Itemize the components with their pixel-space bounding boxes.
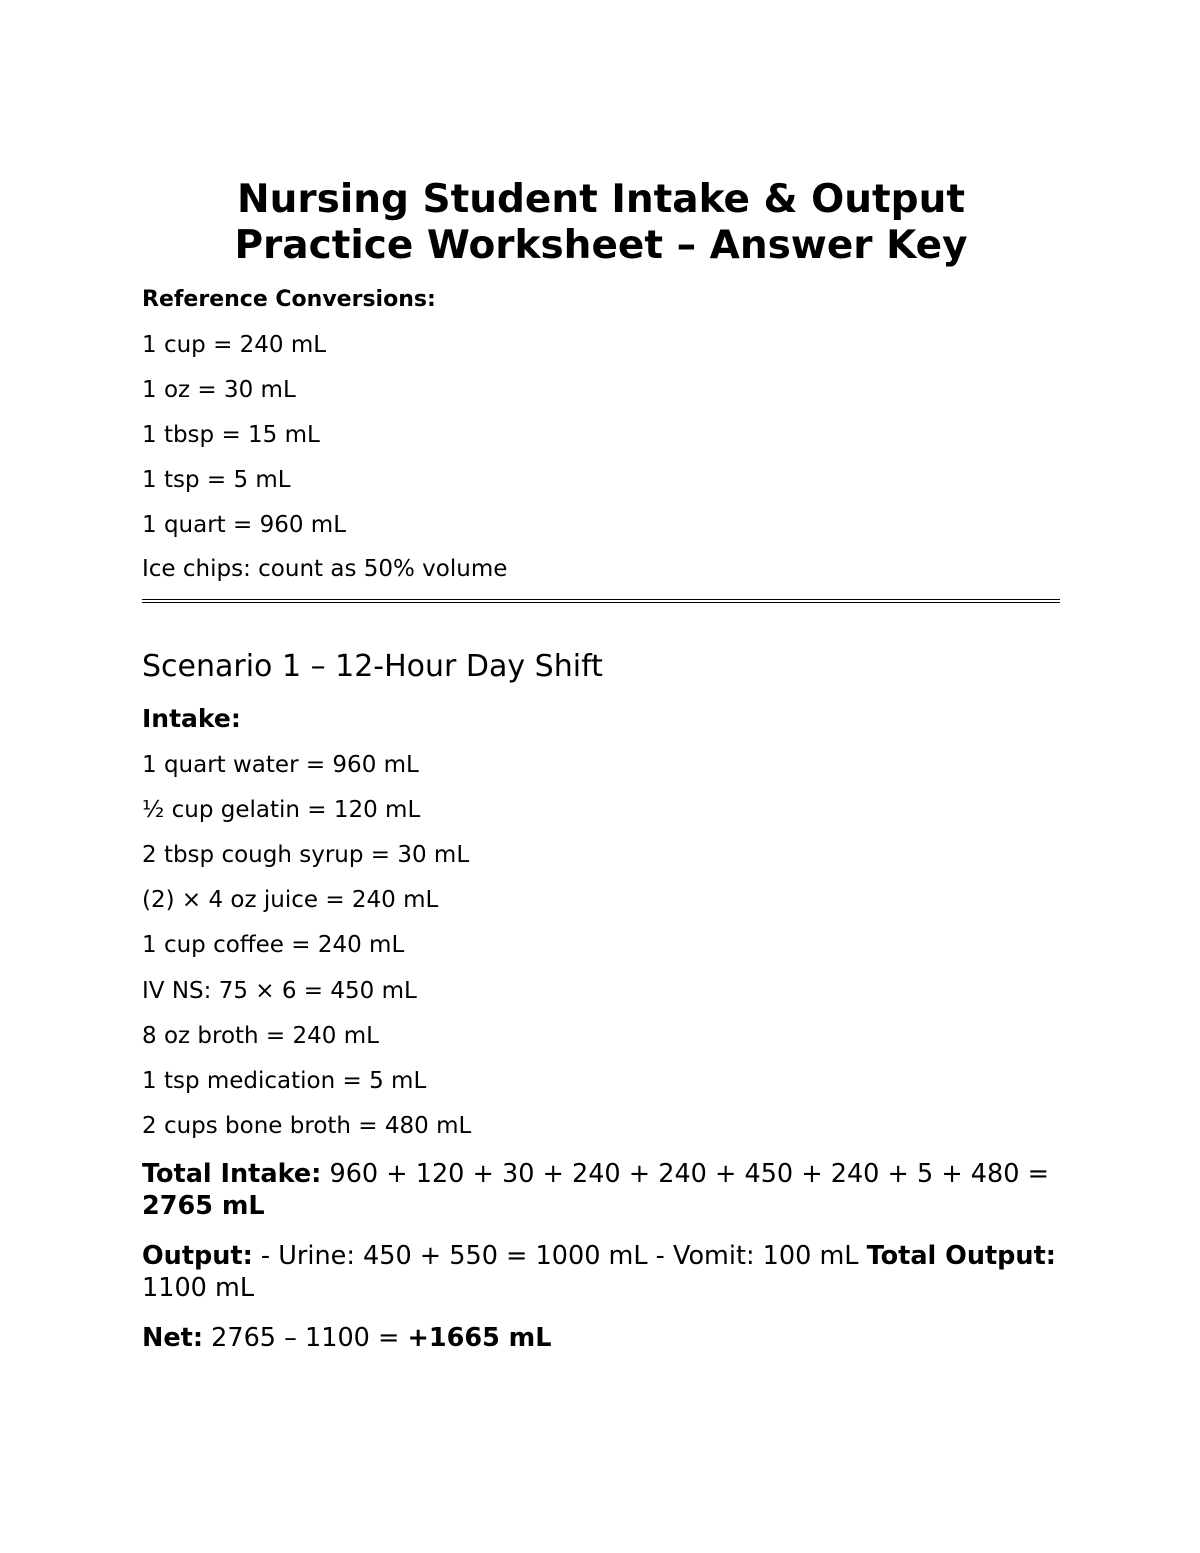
reference-item: 1 quart = 960 mL (142, 512, 347, 538)
net-balance (142, 1322, 1060, 1354)
reference-item: 1 cup = 240 mL (142, 332, 327, 358)
reference-item: Ice chips: count as 50% volume (142, 556, 508, 582)
total-intake-result: 2765 mL (142, 1191, 265, 1221)
title-line-1: Nursing Student Intake & Output (237, 177, 965, 222)
total-intake-expression: 960 + 120 + 30 + 240 + 240 + 450 + 240 + 5 + 480 = (321, 1159, 1049, 1189)
reference-item: 1 oz = 30 mL (142, 377, 296, 403)
net-label: Net: (142, 1323, 204, 1353)
output-label: Output: (142, 1241, 253, 1271)
output-summary (142, 1240, 1060, 1304)
reference-heading: Reference Conversions: (142, 287, 436, 312)
intake-item: IV NS: 75 × 6 = 450 mL (142, 978, 417, 1004)
net-expression: 2765 – 1100 = (203, 1323, 408, 1353)
intake-item: 1 tsp medication = 5 mL (142, 1068, 427, 1094)
reference-item: 1 tbsp = 15 mL (142, 422, 320, 448)
intake-item: 1 quart water = 960 mL (142, 752, 419, 778)
output-text: - Urine: 450 + 550 = 1000 mL - Vomit: 100 mL (252, 1241, 867, 1271)
intake-item: (2) × 4 oz juice = 240 mL (142, 887, 439, 913)
total-output-label: Total Output: (866, 1241, 1056, 1271)
intake-item: ½ cup gelatin = 120 mL (142, 797, 421, 823)
total-intake-label: Total Intake: (142, 1159, 322, 1189)
page-title (142, 177, 1060, 269)
intake-item: 2 cups bone broth = 480 mL (142, 1113, 472, 1139)
total-intake (142, 1158, 1060, 1222)
total-output-value: 1100 mL (142, 1273, 255, 1303)
intake-item: 1 cup coffee = 240 mL (142, 932, 405, 958)
net-result: +1665 mL (407, 1323, 552, 1353)
intake-item: 2 tbsp cough syrup = 30 mL (142, 842, 470, 868)
scenario-heading: Scenario 1 – 12-Hour Day Shift (142, 649, 603, 684)
section-divider (142, 599, 1060, 603)
intake-item: 8 oz broth = 240 mL (142, 1023, 379, 1049)
intake-heading: Intake: (142, 704, 241, 733)
title-line-2: Practice Worksheet – Answer Key (234, 223, 968, 268)
reference-item: 1 tsp = 5 mL (142, 467, 291, 493)
